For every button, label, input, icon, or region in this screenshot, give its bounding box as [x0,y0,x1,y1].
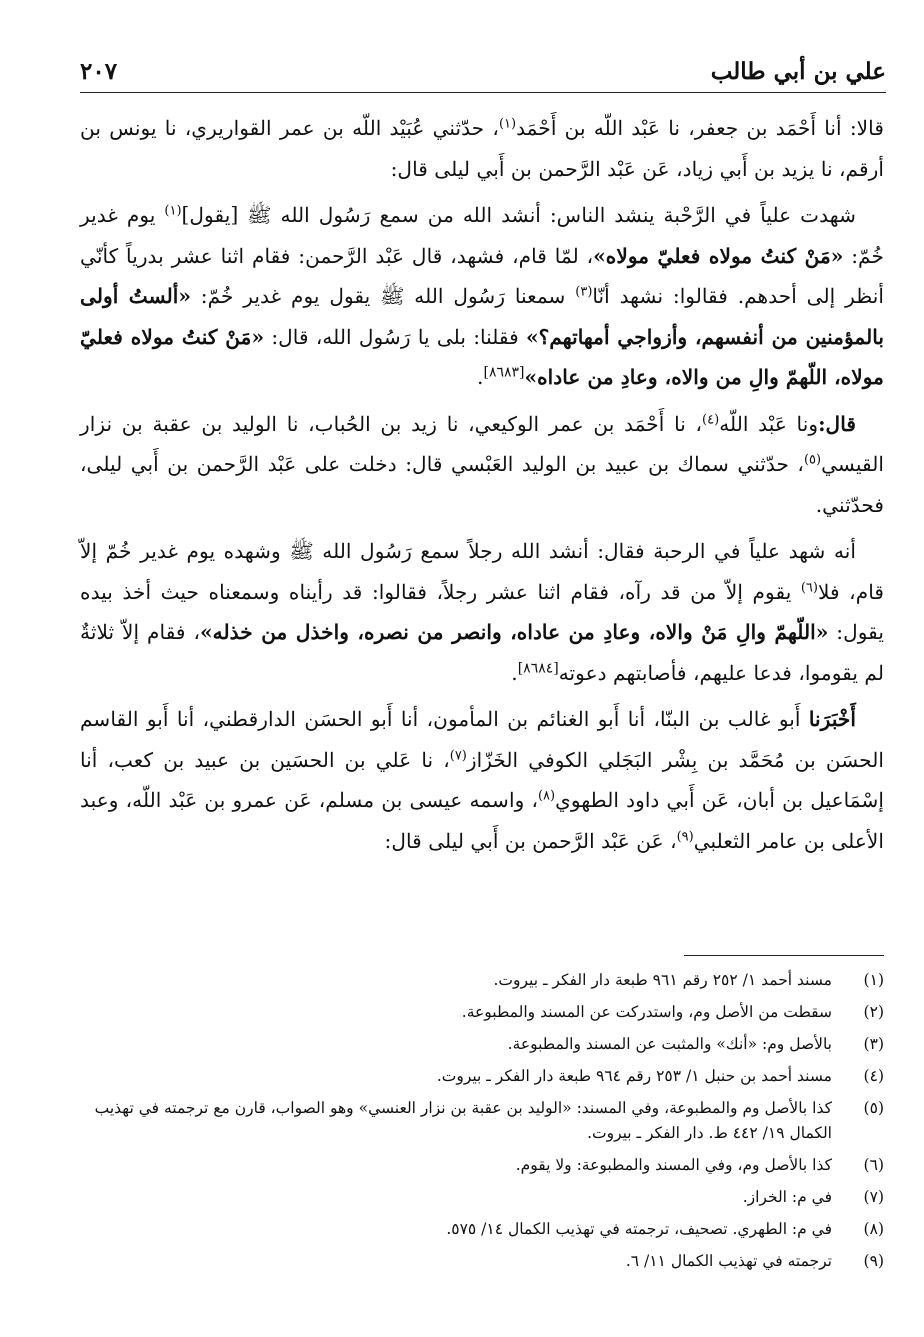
paragraph [80,404,884,526]
footnote-divider [684,955,884,956]
footnote [70,1185,884,1210]
page-header [80,58,886,93]
page-number: ٢٠٧ [80,58,118,85]
footnote-number: (٢) [863,1003,884,1021]
emphasis-text: «مَنْ كنتُ مولاه فعليّ مولاه، اللّهمّ والِ من والاه، وعادِ من عاداه» [80,324,884,389]
footnote-number: (٤) [863,1067,884,1085]
text-run: ، فقام إلاّ ثلاثةٌ لم يقوموا، فدعا عليهم، فأصابتهم دعوته [80,620,884,685]
text-run: أنه شهد علياً في الرحبة فقال: أنشد الله رجلاً سمع رَسُول الله ﷺ وشهده يوم غدير خُمّ إلاّ قام، فلا [80,539,884,604]
text-run: فقلنا: بلى يا رَسُول الله، قال: [264,324,527,349]
footnote [70,1096,884,1146]
footnote-ref: (٧) [449,747,467,763]
hadith-number: [٨٦٨٣] [483,364,525,381]
footnote-text: مسند أحمد ١/ ٢٥٢ رقم ٩٦١ طبعة دار الفكر ـ بيروت. [493,971,832,989]
paragraph [80,531,884,693]
text-run: ، حدّثني سماك بن عبيد بن الوليد العَبْسي قال: دخلت على عَبْد الرَّحمن بن أَبي ليلى، فحدّثني. [80,452,884,517]
footnote-number: (١) [863,971,884,989]
running-title: علي بن أبي طالب [710,58,886,85]
text-run: ونا عَبْد اللّه [719,411,819,436]
footnote-text: كذا بالأصل وم والمطبوعة، وفي المسند: «الوليد بن عقبة بن نزار العنسي» وهو الصواب، قارن مع ترجمته في تهذيب الكمال ١٩/ ٤٤٢ ط. دار الفكر ـ بيروت. [94,1099,832,1142]
hadith-number: [٨٦٨٤] [517,659,559,676]
footnote-text: بالأصل وم: «أنك» والمثبت عن المسند والمطبوعة. [507,1035,832,1053]
footnote [70,1064,884,1089]
emphasis-text: «ألستُ أولى بالمؤمنين من أنفسهم، وأزواجي أمهاتهم؟» [80,284,884,349]
text-run: أَبو غالب بن البنّا، أنا أَبو الغنائم بن المأمون، أنا أَبو الحسَن الدارقطني، أنا أَبو القاسم الحسَن بن مُحَمَّد بن بِشْر البَجَلي الكوفي الخَزّاز [80,707,884,772]
text-run: شهدت علياً في الرَّحْبة ينشد الناس: أنشد الله من سمع رَسُول الله ﷺ [يقول] [181,203,856,227]
text-run: ، لمّا قام، فشهد، قال عَبْد الرَّحمن: فقام اثنا عشر بدرياً كأنّي أنظر إلى أحدهم. فقالوا: نشهد أنّا [80,243,884,308]
footnote-number: (٧) [863,1188,884,1206]
footnote-number: (٨) [863,1220,884,1238]
main-text [80,108,884,865]
text-run: . [511,660,518,685]
paragraph [80,108,884,189]
paragraph [80,195,884,398]
footnotes [70,968,884,1281]
text-run: يقوم إلاّ من قد رآه، فقام اثنا عشر رجلاً، فقالوا: قد رأيناه وسمعناه حيث أخذ بيده يقول: [80,579,884,644]
footnote-number: (٦) [863,1156,884,1174]
footnote-ref: (٦) [800,579,818,595]
footnote-text: في م: الخراز. [742,1188,832,1206]
emphasis-text: أَخْبَرَنا [808,707,856,731]
paragraph [80,699,884,861]
text-run: ، نا عَلي بن الحسَين بن عبيد بن كعب، أنا إسْمَاعيل بن أبان، عَن أَبي داود الطهوي [80,747,884,812]
footnote [70,1032,884,1057]
text-run: ، عَن عَبْد الرَّحمن بن أَبي ليلى قال: [384,828,677,853]
footnote-text: في م: الطهري. تصحيف، ترجمته في تهذيب الكمال ١٤/ ٥٧٥. [446,1220,832,1238]
footnote-ref: (٤) [702,411,720,427]
text-run: ، حدّثني عُبَيْد اللّه بن عمر القواريري، نا يونس بن أرقم، نا يزيد بن أَبي زياد، عَن عَبْد الرَّحمن بن أَبي ليلى قال: [80,116,884,181]
footnote-text: مسند أحمد بن حنبل ١/ ٢٥٣ رقم ٩٦٤ طبعة دار الفكر ـ بيروت. [436,1067,832,1085]
footnote-ref: (٥) [803,452,822,468]
footnote-ref: (٨) [537,788,556,804]
text-run: . [477,365,484,389]
footnote-text: سقطت من الأصل وم، واستدركت عن المسند والمطبوعة. [461,1003,832,1021]
emphasis-text: قال: [818,411,856,436]
footnote [70,1153,884,1178]
emphasis-text: «مَنْ كنتُ مولاه فعليّ مولاه» [593,243,844,268]
text-run: قالا: أنا أَحْمَد بن جعفر، نا عَبْد اللّه بن أَحْمَد [516,116,884,140]
footnote-ref: (١) [498,116,517,132]
text-run: ، نا أَحْمَد بن عمر الوكيعي، نا زيد بن الحُباب، نا الوليد بن عقبة بن نزار القيسي [80,411,884,476]
footnote-number: (٣) [863,1035,884,1053]
footnote-number: (٥) [863,1099,884,1117]
footnote-text: ترجمته في تهذيب الكمال ١١/ ٦. [625,1252,832,1270]
footnote-text: كذا بالأصل وم، وفي المسند والمطبوعة: ولا يقوم. [515,1156,832,1174]
footnote-ref: (٣) [575,284,593,300]
text-run: ، واسمه عيسى بن مسلم، عَن عمرو بن عَبْد اللّه، وعبد الأعلى بن عامر الثعلبي [80,788,884,853]
text-run: سمعنا رَسُول الله ﷺ يقول يوم غدير خُمّ: [190,284,576,308]
footnote [70,1217,884,1242]
footnote-number: (٩) [863,1252,884,1270]
emphasis-text: «اللّهمّ والِ مَنْ والاه، وعادِ من عاداه، وانصر من نصره، واخذل من خذله» [200,620,829,644]
footnote [70,1000,884,1025]
footnote [70,1249,884,1274]
footnote [70,968,884,993]
text-run: يوم غدير خُمّ: [80,203,884,268]
footnote-ref: (٩) [676,828,694,844]
footnote-ref: (١) [164,203,182,219]
